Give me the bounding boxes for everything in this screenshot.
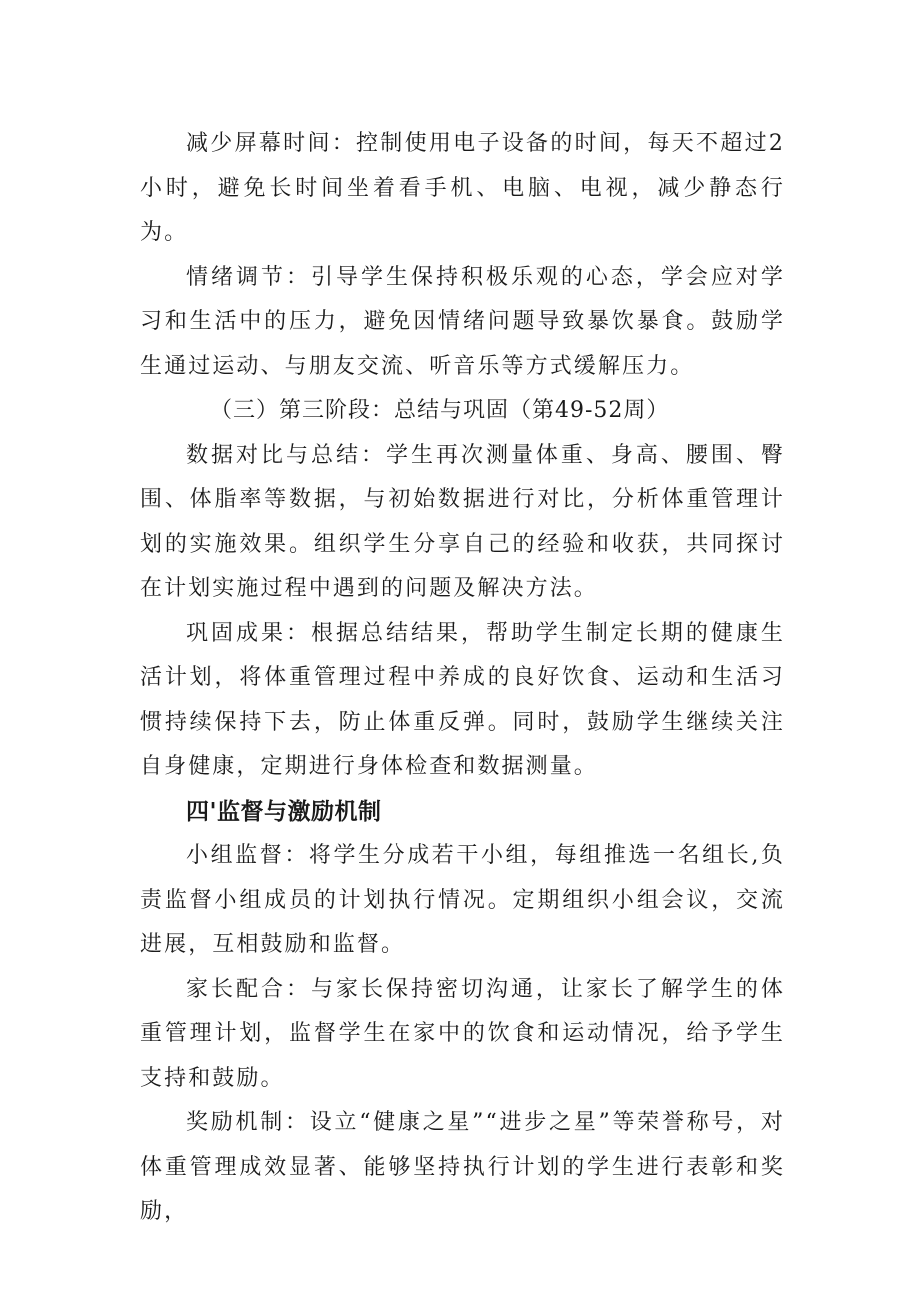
stage-three-heading: （三）第三阶段：总结与巩固（第49-52周）	[210, 398, 670, 423]
document-body	[140, 122, 785, 1235]
paragraph-parent-cooperation: 家长配合：与家长保持密切沟通，让家长了解学生的体重管理计划，监督学生在家中的饮食和运动情况，给予学生支持和鼓励。	[140, 976, 785, 1091]
paragraph-data-comparison: 数据对比与总结：学生再次测量体重、身高、腰围、臀围、体脂率等数据，与初始数据进行对比，分析体重管理计划的实施效果。组织学生分享自己的经验和收获，共同探讨在计划实施过程中遇到的问题及解决方法。	[140, 442, 785, 601]
paragraph-consolidate-results: 巩固成果：根据总结结果，帮助学生制定长期的健康生活计划，将体重管理过程中养成的良好饮食、运动和生活习惯持续保持下去，防止体重反弹。同时，鼓励学生继续关注自身健康，定期进行身体检查和数据测量。	[140, 620, 785, 779]
paragraph-reward-mechanism: 奖励机制：设立“健康之星”“进步之星”等荣誉称号，对体重管理成效显著、能够坚持执行计划的学生进行表彰和奖励，	[140, 1110, 785, 1224]
paragraph-group-supervision: 小组监督：将学生分成若干小组，每组推选一名组长,负责监督小组成员的计划执行情况。定期组织小组会议，交流进展，互相鼓励和监督。	[140, 843, 785, 957]
section-four-heading: 四'监督与激励机制	[186, 798, 382, 825]
paragraph-screen-time: 减少屏幕时间：控制使用电子设备的时间，每天不超过2小时，避免长时间坐着看手机、电脑、电视，减少静态行为。	[140, 131, 785, 245]
paragraph-emotion-regulation: 情绪调节：引导学生保持积极乐观的心态，学会应对学习和生活中的压力，避免因情绪问题导致暴饮暴食。鼓励学生通过运动、与朋友交流、听音乐等方式缓解压力。	[140, 264, 785, 379]
